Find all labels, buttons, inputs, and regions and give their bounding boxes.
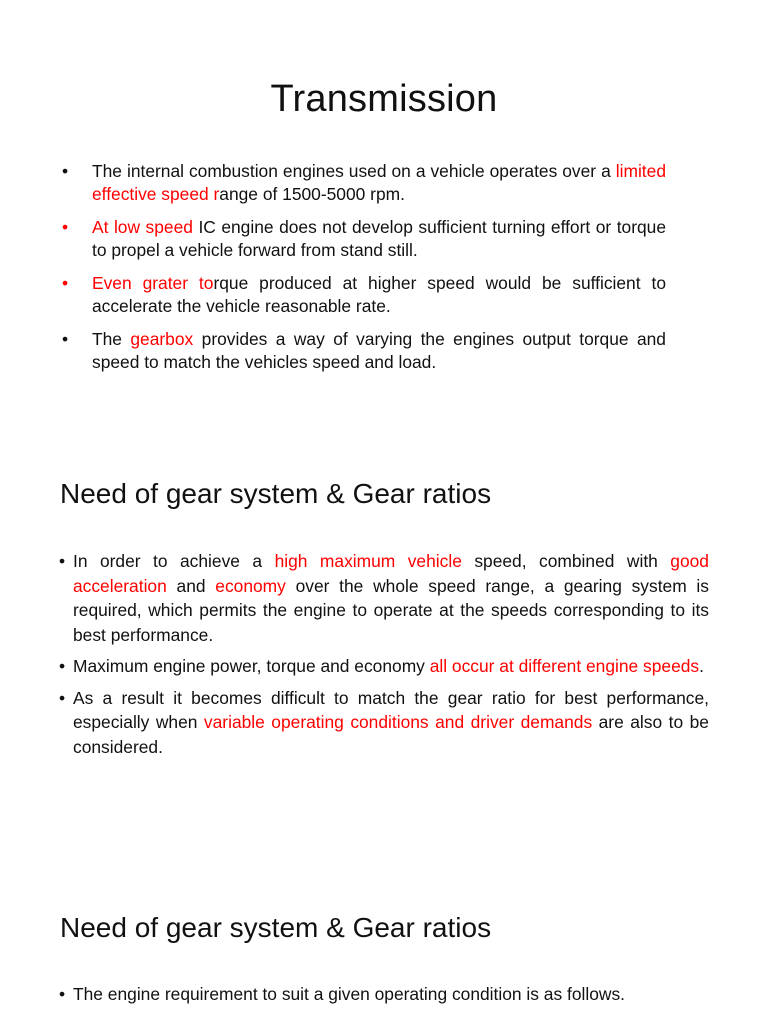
bullet-text: As a result it becomes difficult to match the gear ratio for best performance, especially when xyxy=(73,687,709,732)
highlighted-text: high maximum vehicle xyxy=(274,551,462,571)
bullet-text: The xyxy=(92,329,131,349)
bullet-list xyxy=(59,982,673,1006)
highlighted-text: all occur at different engine speeds xyxy=(429,656,700,676)
bullet-text: The internal combustion engines used on a vehicle operates over a xyxy=(92,161,616,181)
bullet-dot-icon: • xyxy=(59,984,66,1004)
bullet-list xyxy=(62,160,667,384)
bullet-text: . xyxy=(699,656,704,676)
bullet-text: are also to be considered. xyxy=(73,712,709,757)
bullet-text: speed, combined with xyxy=(461,551,671,571)
bullet-item xyxy=(59,654,709,679)
highlighted-text: economy xyxy=(215,575,286,596)
slide-transmission xyxy=(0,0,768,430)
bullet-dot-icon: • xyxy=(62,273,69,293)
bullet-dot-icon: • xyxy=(62,161,69,181)
bullet-dot-icon: • xyxy=(62,217,69,237)
bullet-item xyxy=(62,272,666,318)
slide-gear-system xyxy=(0,440,768,840)
slide-title: Need of gear system & Gear ratios xyxy=(60,912,492,943)
bullet-item xyxy=(62,160,666,206)
bullet-text: and xyxy=(166,575,216,596)
bullet-text: over the whole speed range, a gearing system is required, which permits the engine to operate at the speeds corresponding to its best performance. xyxy=(73,575,709,645)
bullet-text: IC engine does not develop sufficient turning effort or torque to propel a vehicle forward from stand still. xyxy=(92,217,667,260)
highlighted-text: variable operating conditions and driver demands xyxy=(203,712,593,732)
bullet-text: rque produced at higher speed would be sufficient to accelerate the vehicle reasonable rate. xyxy=(92,273,666,316)
highlighted-text: At low speed xyxy=(92,217,193,237)
bullet-item xyxy=(62,216,667,262)
bullet-item xyxy=(59,982,673,1006)
bullet-item xyxy=(59,686,709,760)
bullet-item xyxy=(62,328,666,374)
bullet-item xyxy=(59,549,709,647)
bullet-text: ange of 1500-5000 rpm. xyxy=(219,184,405,204)
bullet-text: The engine requirement to suit a given operating condition is as follows. xyxy=(73,984,625,1004)
highlighted-text: Even grater to xyxy=(92,273,214,293)
highlighted-text: good acceleration xyxy=(73,551,709,596)
highlighted-text: gearbox xyxy=(130,329,194,349)
slide-title: Transmission xyxy=(270,78,498,120)
bullet-dot-icon: • xyxy=(59,656,66,676)
highlighted-text: limited effective speed r xyxy=(92,161,666,204)
slide-title: Need of gear system & Gear ratios xyxy=(60,478,492,509)
bullet-text: Maximum engine power, torque and economy xyxy=(73,656,430,676)
bullet-dot-icon: • xyxy=(62,329,69,349)
slide-gear-system-continued xyxy=(0,880,768,1024)
bullet-dot-icon: • xyxy=(59,551,66,571)
bullet-text: In order to achieve a xyxy=(73,551,275,571)
bullet-text: provides a way of varying the engines output torque and speed to match the vehicles speed and load. xyxy=(92,329,666,372)
bullet-dot-icon: • xyxy=(59,687,66,708)
bullet-list xyxy=(59,549,709,766)
